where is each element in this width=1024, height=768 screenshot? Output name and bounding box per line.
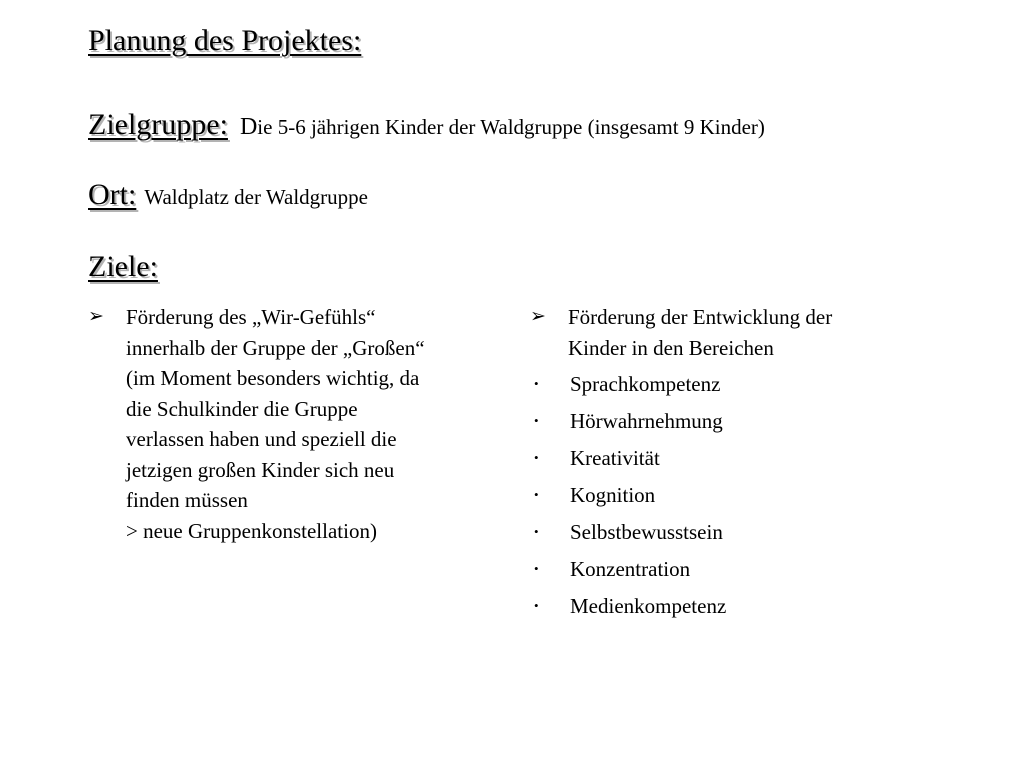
target-group-initial: D	[239, 114, 258, 140]
page-title: Planung des Projektes:	[88, 24, 362, 57]
dot-bullet-icon: •	[534, 450, 539, 465]
dot-bullet-icon: •	[534, 524, 539, 539]
target-group-text: ie 5-6 jährigen Kinder der Waldgruppe (insgesamt 9 Kinder)	[257, 115, 765, 139]
location-label: Ort:	[88, 178, 137, 211]
dot-bullet-icon: •	[534, 487, 539, 502]
goal-text: Förderung des „Wir-Gefühls“ innerhalb der Gruppe der „Großen“ (im Moment besonders wichtig, da die Schulkinder die Gruppe verlassen haben und speziell die jetzigen großen Kinder sich neu finden müssen > neue Gruppenkonstellation)	[126, 305, 425, 543]
competence-list	[530, 369, 930, 628]
dot-bullet-icon: •	[534, 376, 539, 391]
list-item: • Konzentration	[530, 554, 930, 591]
target-group-line	[88, 108, 765, 142]
goals-label: Ziele:	[88, 250, 158, 283]
goal-item-development	[530, 302, 930, 363]
dot-bullet-icon: •	[534, 413, 539, 428]
list-item: • Kreativität	[530, 443, 930, 480]
location-text: Waldplatz der Waldgruppe	[144, 185, 368, 209]
list-item: • Hörwahrnehmung	[530, 406, 930, 443]
goal-item-group-feeling	[88, 302, 508, 546]
list-item: • Medienkompetenz	[530, 591, 930, 628]
list-item: • Kognition	[530, 480, 930, 517]
dot-bullet-icon: •	[534, 561, 539, 576]
location-line	[88, 178, 368, 212]
target-group-label: Zielgruppe:	[88, 108, 228, 141]
goal-intro-text: Förderung der Entwicklung der Kinder in den Bereichen	[568, 305, 833, 360]
arrow-bullet-icon: ➢	[88, 306, 104, 327]
left-goals-column	[88, 302, 508, 546]
arrow-bullet-icon: ➢	[530, 306, 546, 327]
list-item: • Selbstbewusstsein	[530, 517, 930, 554]
right-goals-column	[530, 302, 930, 628]
dot-bullet-icon: •	[534, 598, 539, 613]
list-item: • Sprachkompetenz	[530, 369, 930, 406]
